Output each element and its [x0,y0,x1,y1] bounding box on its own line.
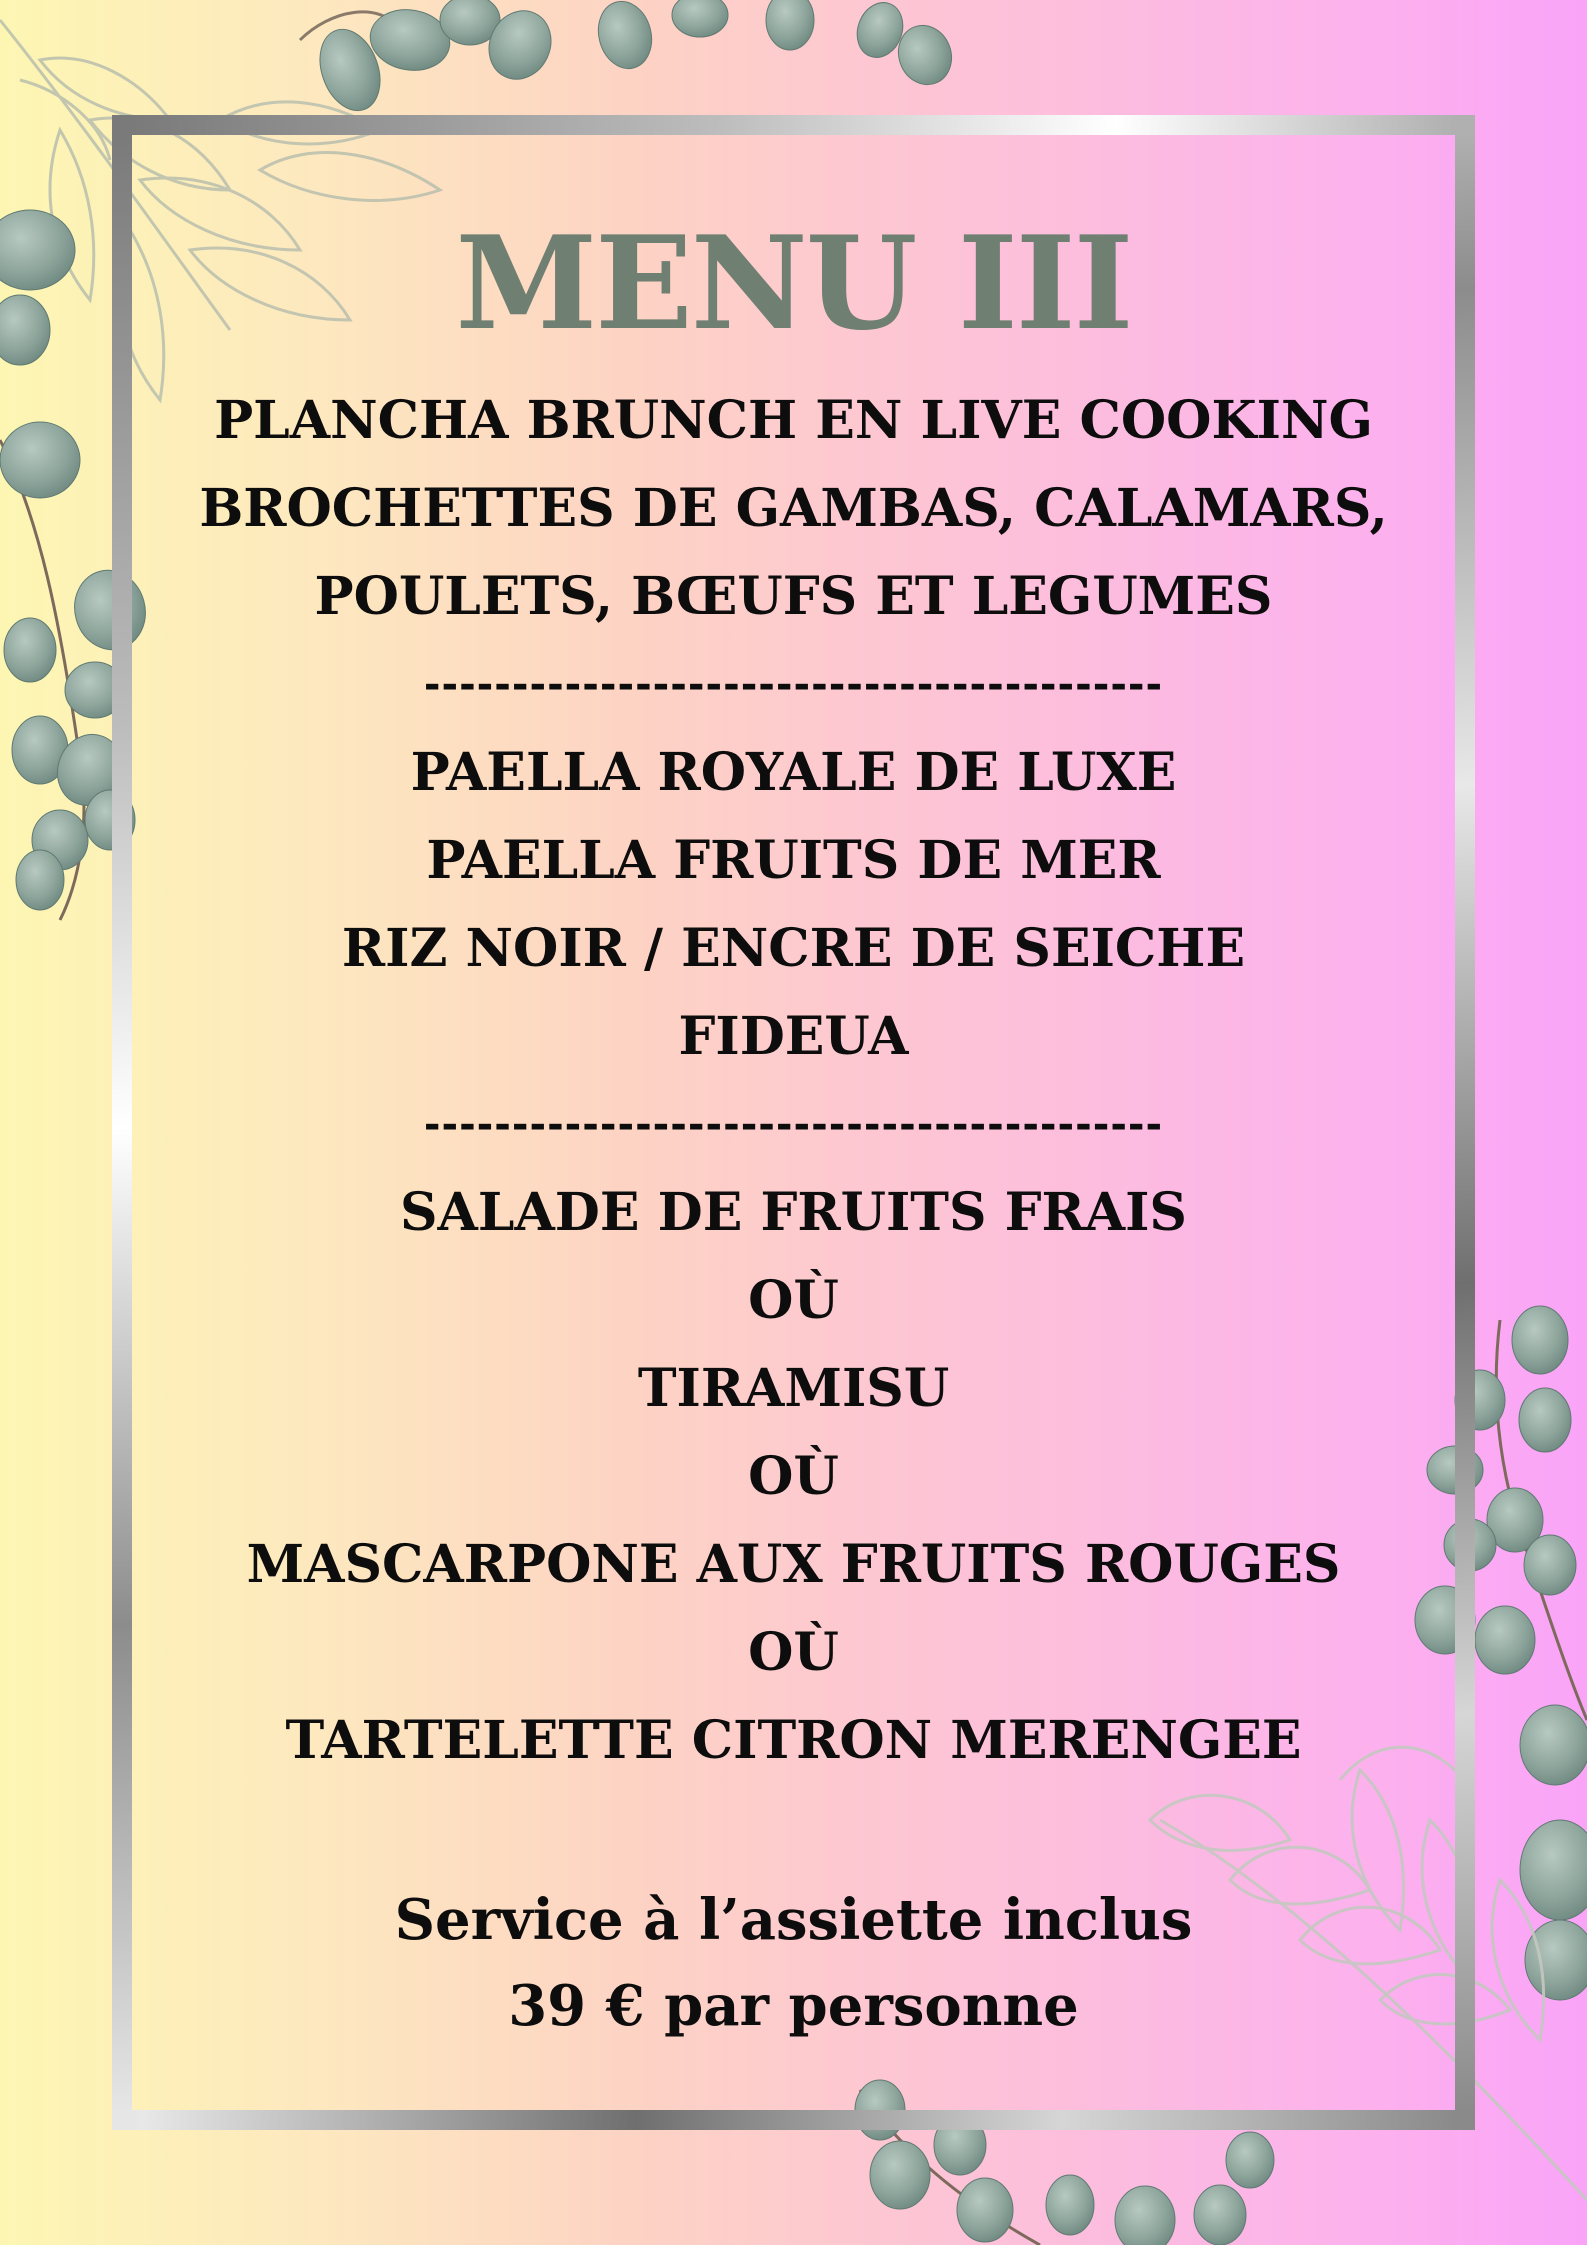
menu-item: PAELLA FRUITS DE MER [426,830,1161,891]
dessert-item: TARTELETTE CITRON MERENGEE [285,1710,1302,1771]
section-separator: ------------------------------------------ [423,1102,1164,1148]
or-separator: OÙ [748,1622,839,1683]
dessert-item: SALADE DE FRUITS FRAIS [400,1182,1187,1243]
menu-item: POULETS, BŒUFS ET LEGUMES [314,566,1273,627]
section-separator: ------------------------------------------ [423,662,1164,708]
menu-item: RIZ NOIR / ENCRE DE SEICHE [341,918,1246,979]
price: 39 € par personne [508,1973,1079,2039]
menu-item: FIDEUA [678,1006,909,1067]
or-separator: OÙ [748,1270,839,1331]
top-eucalyptus-icon [300,0,960,119]
menu-item: BROCHETTES DE GAMBAS, CALAMARS, [199,478,1388,539]
service-note: Service à l’assiette inclus [394,1887,1193,1953]
menu-item: PLANCHA BRUNCH EN LIVE COOKING [214,390,1373,451]
menu-item: PAELLA ROYALE DE LUXE [410,742,1177,803]
menu-title: MENU III [455,209,1132,359]
or-separator: OÙ [748,1446,839,1507]
dessert-item: MASCARPONE AUX FRUITS ROUGES [246,1534,1341,1595]
dessert-item: TIRAMISU [637,1358,950,1419]
